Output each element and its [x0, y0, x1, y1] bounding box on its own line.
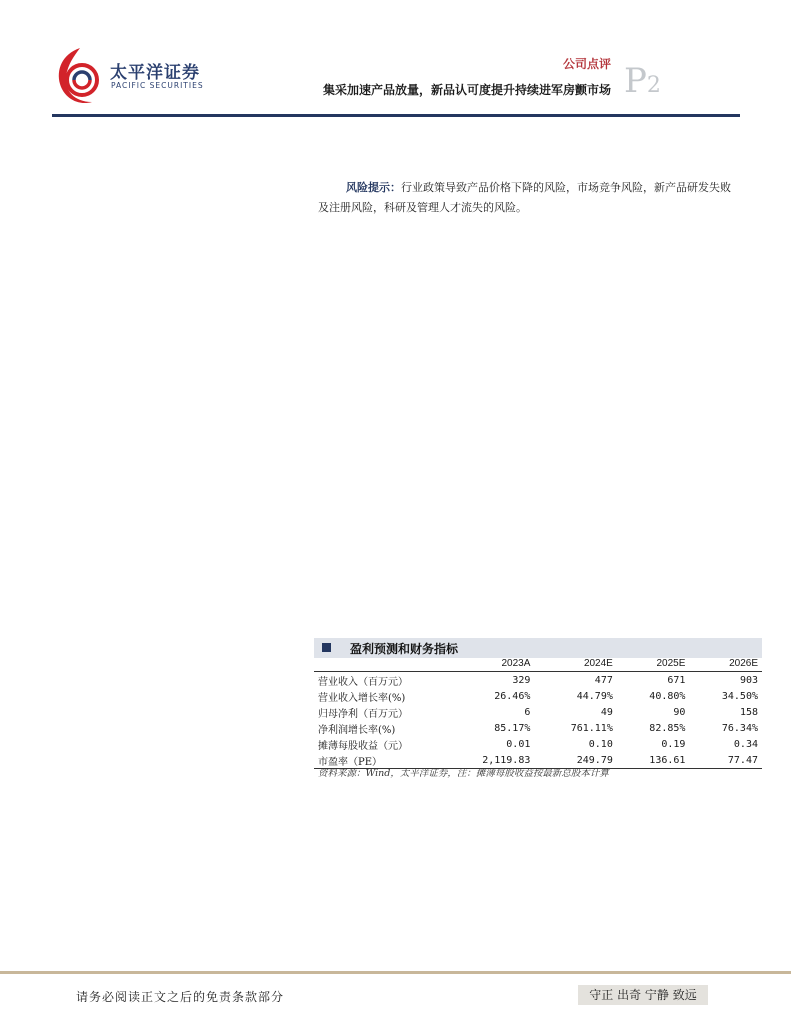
column-header — [314, 655, 442, 672]
table-cell: 34.50% — [721, 690, 758, 702]
logo-english-name: PACIFIC SECURITIES — [111, 81, 204, 90]
column-header: 2023A — [442, 655, 534, 672]
header-divider — [52, 114, 740, 117]
table-cell: 85.17% — [494, 722, 531, 734]
table-row — [314, 704, 762, 720]
page-number — [624, 61, 661, 103]
table-cell: 77.47 — [689, 752, 762, 769]
footer-disclaimer: 请务必阅读正文之后的免责条款部分 — [76, 990, 285, 1004]
table-cell: 671 — [667, 674, 686, 686]
row-label: 净利润增长率(%) — [318, 724, 396, 736]
table-cell: 249.79 — [534, 752, 616, 769]
table-cell: 76.34% — [721, 722, 758, 734]
risk-text: 行业政策导致产品价格下降的风险，市场竞争风险，新产品研发失败及注册风险，科研及管理人才流失的风险。 — [318, 181, 731, 214]
table-cell: 0.10 — [588, 738, 613, 750]
column-header: 2025E — [617, 655, 690, 672]
logo-chinese-name: 太平洋证券 — [110, 63, 200, 83]
table-cell: 49 — [600, 706, 613, 718]
footer-divider — [0, 971, 791, 974]
table-cell: 2,119.83 — [442, 752, 534, 769]
column-header: 2024E — [534, 655, 616, 672]
report-type-label: 公司点评 — [562, 57, 611, 71]
table-cell: 136.61 — [617, 752, 690, 769]
row-label: 归母净利（百万元） — [318, 708, 408, 720]
table-cell: 40.80% — [649, 690, 686, 702]
table-cell: 158 — [739, 706, 758, 718]
table-cell: 477 — [594, 674, 613, 686]
table-cell: 903 — [739, 674, 758, 686]
report-title: 集采加速产品放量，新品认可度提升持续进军房颤市场 — [322, 83, 611, 97]
company-logo — [54, 44, 214, 108]
table-row — [314, 688, 762, 704]
table-header-row — [314, 655, 762, 672]
table-row — [314, 736, 762, 752]
table-cell: 329 — [512, 674, 531, 686]
table-cell: 26.46% — [494, 690, 531, 702]
page-digit: 2 — [646, 73, 661, 98]
table-source-note: 资料来源：Wind，太平洋证券，注：摊薄每股收益按最新总股本计算 — [318, 768, 609, 779]
section-bullet-icon — [322, 643, 331, 652]
table-cell: 6 — [524, 706, 531, 718]
column-header: 2026E — [689, 655, 762, 672]
table-row — [314, 720, 762, 736]
table-cell: 90 — [673, 706, 686, 718]
pacific-securities-logo-icon — [54, 44, 106, 108]
financials-section-title: 盈利预测和财务指标 — [350, 642, 459, 656]
row-label: 市盈率（PE） — [314, 752, 442, 769]
row-label: 摊薄每股收益（元） — [318, 740, 408, 752]
table-cell: 44.79% — [576, 690, 613, 702]
table-row — [314, 672, 762, 689]
row-label: 营业收入（百万元） — [318, 676, 408, 688]
page-letter: P — [624, 61, 647, 101]
table-cell: 0.19 — [661, 738, 686, 750]
risk-label: 风险提示： — [346, 181, 401, 194]
financials-table — [314, 655, 762, 769]
table-cell: 0.34 — [733, 738, 758, 750]
row-label: 营业收入增长率(%) — [318, 692, 406, 704]
table-cell: 0.01 — [506, 738, 531, 750]
table-cell: 761.11% — [570, 722, 613, 734]
risk-notice — [318, 178, 738, 218]
footer-motto: 守正 出奇 宁静 致远 — [578, 985, 708, 1005]
table-cell: 82.85% — [649, 722, 686, 734]
